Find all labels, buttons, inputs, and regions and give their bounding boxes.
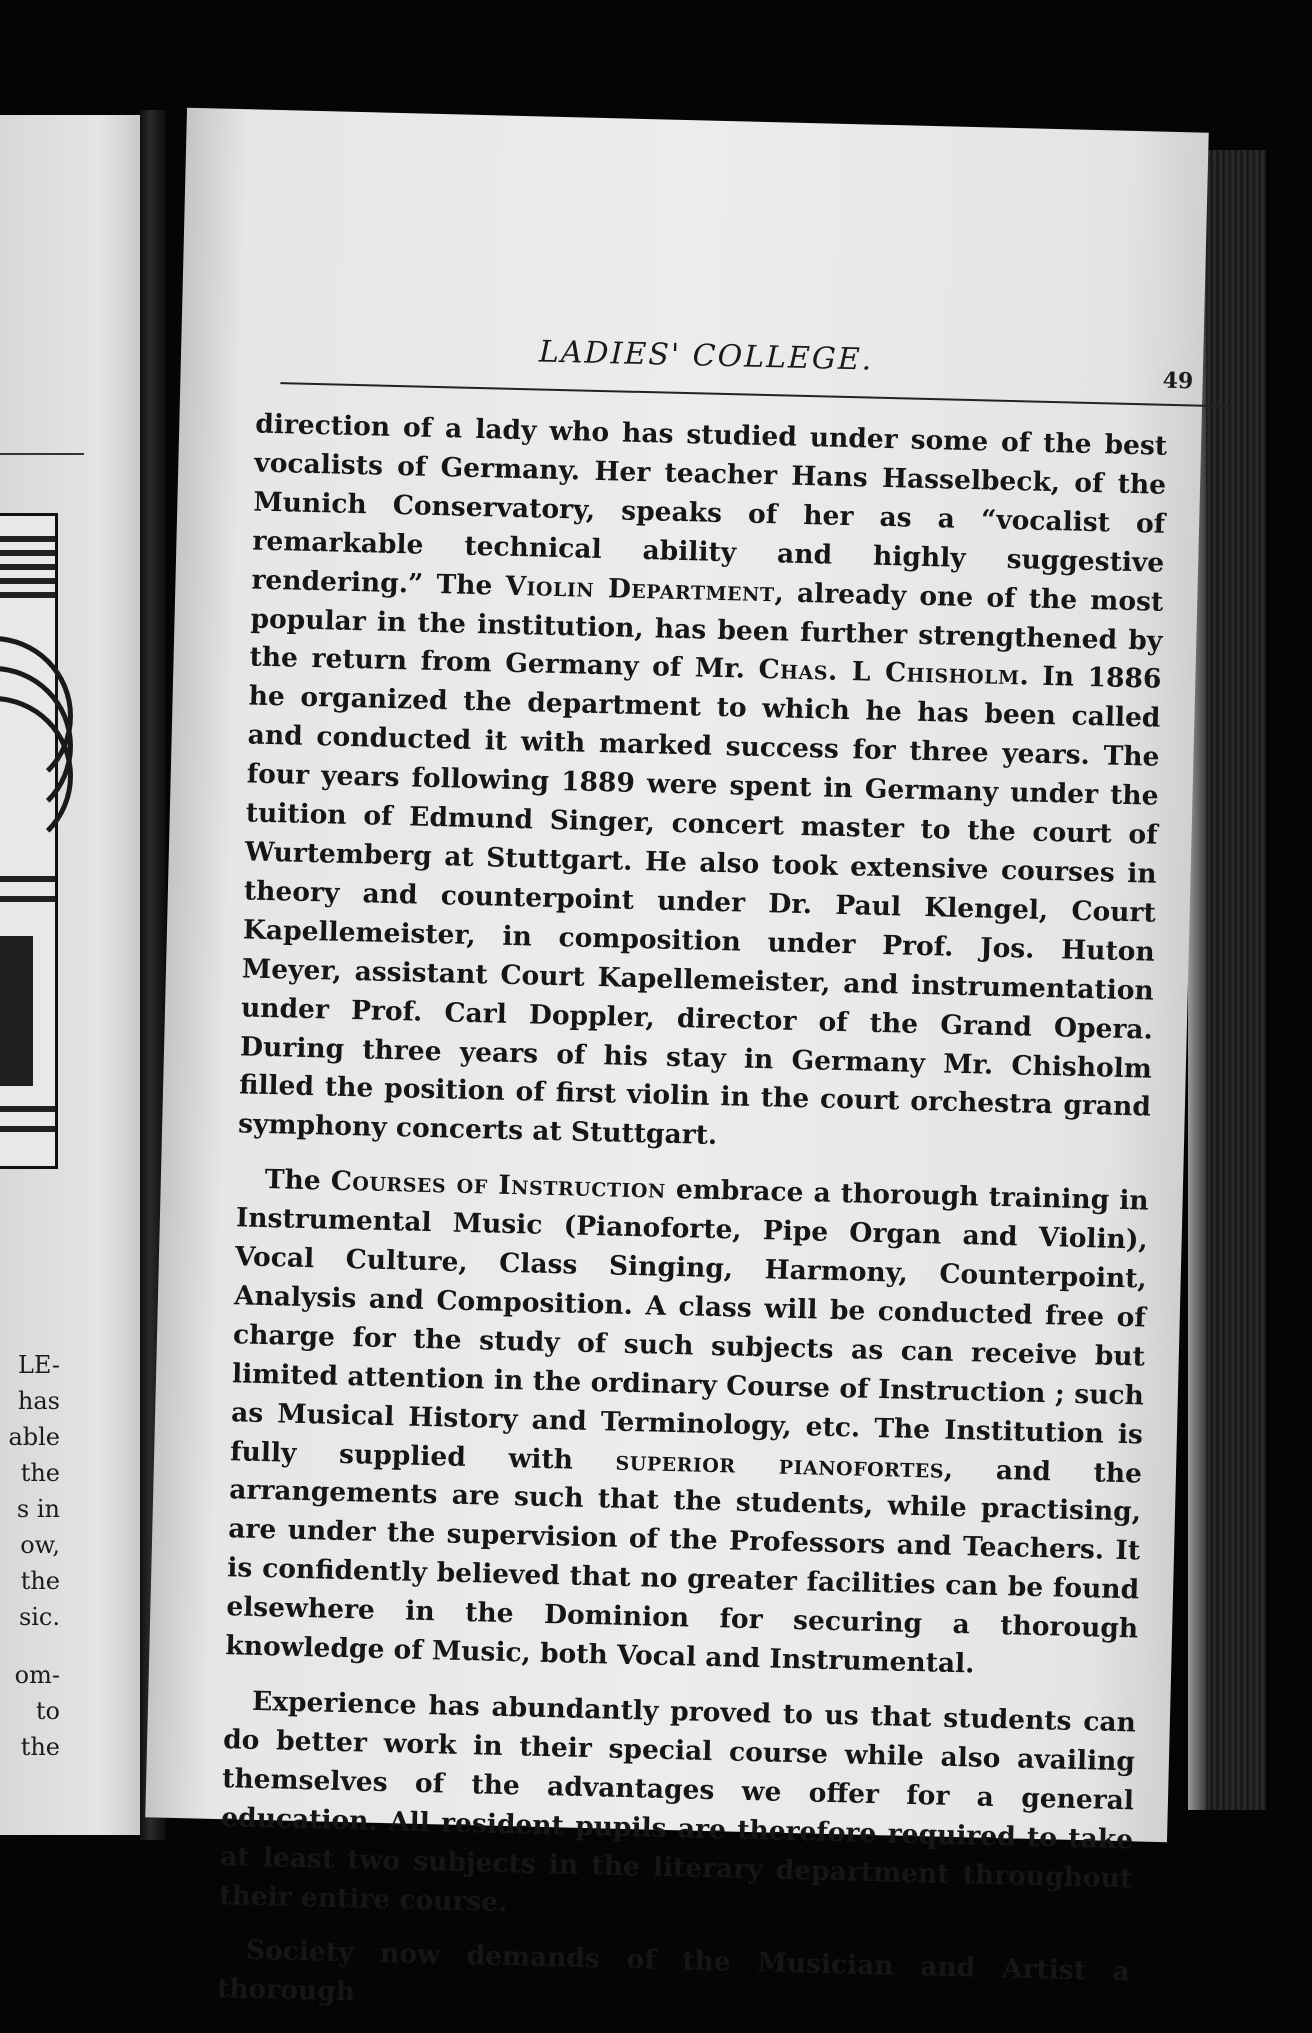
left-fragment-gap <box>0 1635 60 1657</box>
text-run: The <box>264 1164 332 1197</box>
left-fragment: om- <box>14 1661 60 1689</box>
left-fragment: the <box>20 1733 60 1761</box>
left-fragment: sic. <box>18 1603 60 1631</box>
left-page-text-fragments <box>0 1347 60 1765</box>
left-fragment: ow, <box>20 1531 60 1559</box>
illustration-stripe <box>0 876 55 882</box>
illustration-stripe <box>0 564 55 570</box>
paragraph: Experience has abundantly proved to us that students can do better work in their special course while also availing themselves of the advantages we offer for a general education. All resident pupils are therefore required to take at least two subjects in the literary department throughout their entire course. <box>219 1685 1137 1918</box>
running-title: LADIES' COLLEGE. <box>538 334 874 378</box>
text-run: , already one of the most popular in the institution, has been further strengthened by the return from Germany of Mr. <box>249 576 1164 686</box>
illustration-stripe <box>0 550 55 556</box>
page-header <box>280 328 1231 415</box>
small-caps-run: superior pianofortes <box>615 1445 945 1485</box>
page-number: 49 <box>1162 367 1194 395</box>
illustration-block <box>0 936 33 1086</box>
left-page-illustration <box>0 513 58 1169</box>
illustration-stripe <box>0 1106 55 1112</box>
paragraph <box>238 406 1168 1167</box>
small-caps-run: Violin Department <box>505 570 775 608</box>
small-caps-run: Courses of Instruction <box>330 1165 667 1206</box>
left-fragment: to <box>35 1697 60 1725</box>
paragraph: Society now demands of the Musician and Artist a thorough <box>216 1935 1131 2008</box>
text-run: embrace a thorough training in Instrumental Music (Pianoforte, Pipe Organ and Violin), Vocal Culture, Class Singing, Harmony, Counterpoint, Analysis and Composition. A class will be conducted free of charge for the study of such subjects as can receive but limited attention in the ordinary Course of Instruction ; such as Musical History and Terminology, etc. The Institution is fully supplied with <box>229 1174 1150 1477</box>
text-run: , and the arrangements are such that the students, while practising, are under the supervision of the Professors and Teachers. It is confidently believed that no greater facilities can be found elsewhere in the Dominion for securing a thorough knowledge of Music, both Vocal and Instrumental. <box>225 1453 1143 1680</box>
illustration-stripe <box>0 1126 55 1132</box>
left-fragment: the <box>20 1567 60 1595</box>
left-fragment: the <box>20 1459 60 1487</box>
left-fragment: s in <box>16 1495 60 1523</box>
main-page <box>145 108 1208 2008</box>
left-facing-page <box>0 115 142 1835</box>
left-page-rule <box>0 453 84 455</box>
text-run: . In 1886 he organized the department to which he has been called and conducted it with marked success for three years. The four years following 1889 were spent in Germany under the tuition of Edmund Singer, concert master to the court of Wurtemberg at Stuttgart. He also took extensive courses in theory and counterpoint under Dr. Paul Klengel, Court Kapellemeister, in composition under Prof. Jos. Huton Meyer, assistant Court Kapellemeister, and instrumentation under Prof. Carl Doppler, director of the Grand Opera. During three years of his stay in Germany Mr. Chisholm filled the position of first violin in the court orchestra grand symphony concerts at Stuttgart. <box>237 660 1162 1152</box>
left-fragment: LE- <box>17 1351 60 1379</box>
illustration-stripe <box>0 896 55 902</box>
illustration-stripe <box>0 536 55 542</box>
header-rule <box>280 382 1230 407</box>
text-run: direction of a lady who has studied under some of the best vocalists of Germany. Her teacher Hans Hasselbeck, of the Munich Conservatory, speaks of her as a “vocalist of remarkable technical ability and highly suggestive rendering.” The <box>251 408 1168 602</box>
left-fragment: has <box>17 1387 60 1415</box>
paragraph <box>225 1161 1149 1689</box>
small-caps-run: Chas. L Chisholm <box>758 654 1020 692</box>
body-text <box>217 406 1168 2032</box>
illustration-stripe <box>0 578 55 584</box>
left-fragment: able <box>8 1423 60 1451</box>
illustration-stripe <box>0 592 55 598</box>
